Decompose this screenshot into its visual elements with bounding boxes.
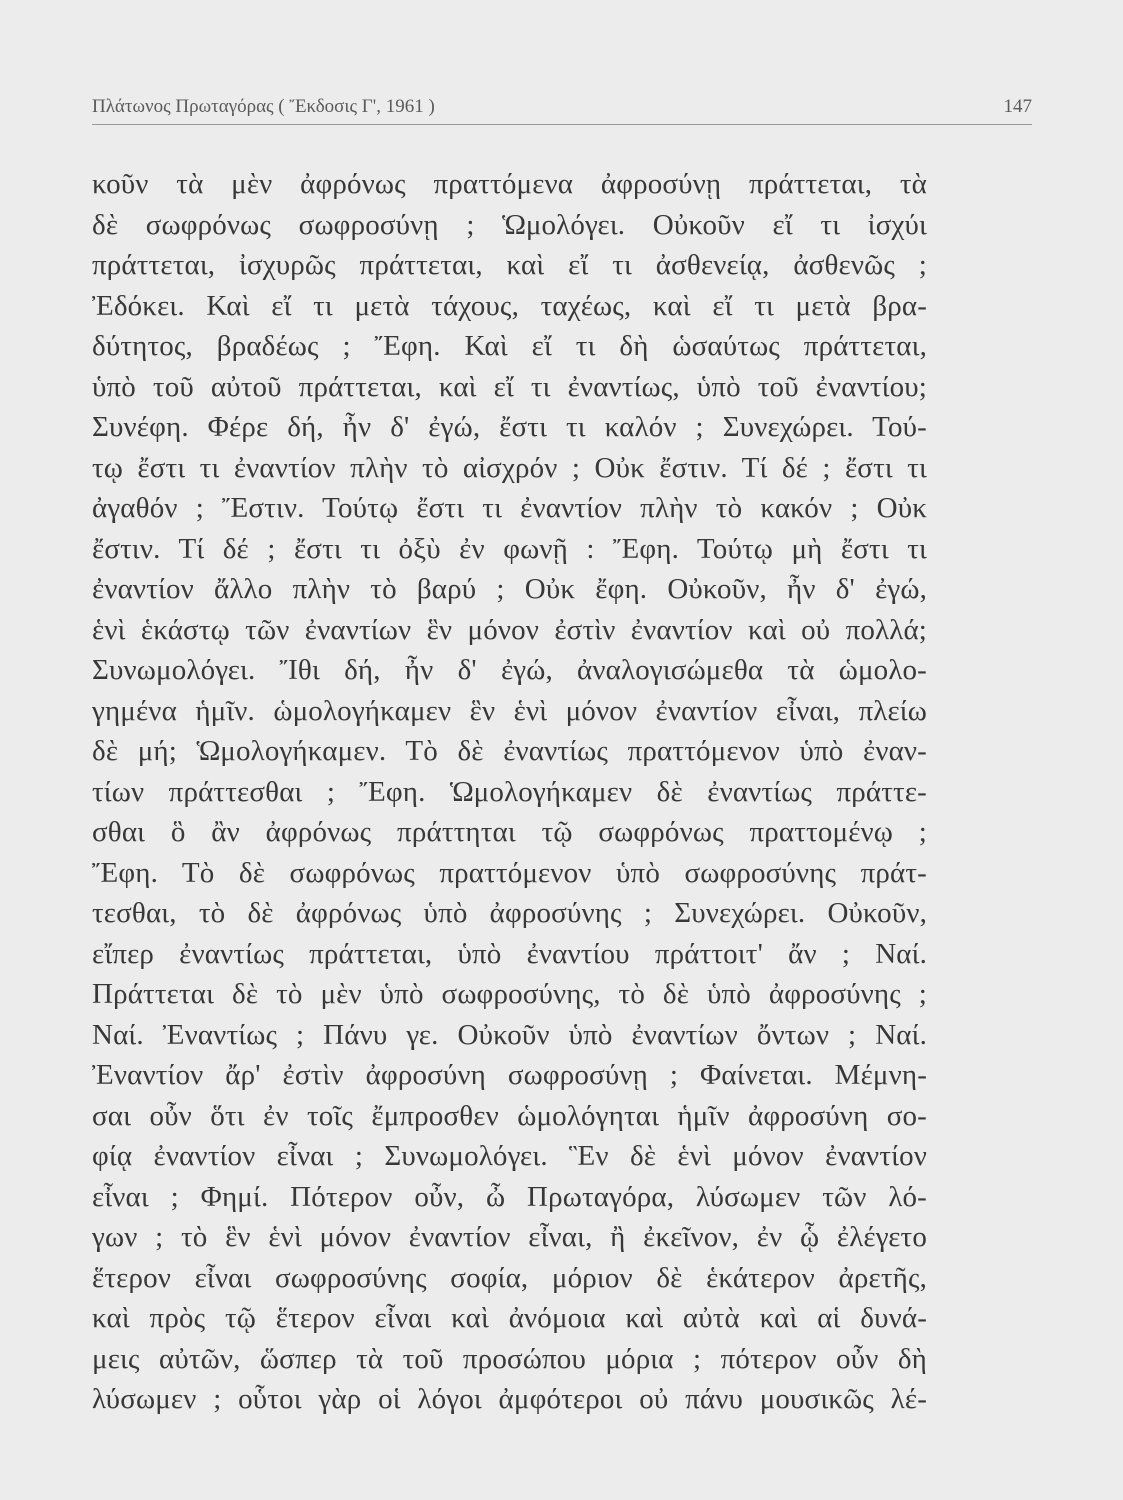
text-line: μεις αὐτῶν, ὥσπερ τὰ τοῦ προσώπου μόρια ; πότερον οὖν δὴ <box>92 1342 927 1375</box>
text-line: Ἐναντίον ἄρ' ἐστὶν ἀφροσύνη σωφροσύνῃ ; Φαίνεται. Μέμνη- <box>92 1059 927 1091</box>
text-line: ἔστιν. Τί δέ ; ἔστι τι ὀξὺ ἐν φωνῇ : Ἔφη. Τούτῳ μὴ ἔστι τι <box>92 532 927 565</box>
text-line: Ναί. Ἐναντίως ; Πάνυ γε. Οὐκοῦν ὑπὸ ἐναντίων ὄντων ; Ναί. <box>92 1018 927 1051</box>
text-line: γων ; τὸ ἓν ἑνὶ μόνον ἐναντίον εἶναι, ἢ ἐκεῖνον, ἐν ᾧ ἐλέγετο <box>92 1221 927 1253</box>
text-line: Πράττεται δὲ τὸ μὲν ὑπὸ σωφροσύνης, τὸ δὲ ὑπὸ ἀφροσύνης ; <box>92 978 927 1010</box>
header-rule <box>92 124 1032 125</box>
text-line: δὲ σωφρόνως σωφροσύνῃ ; Ὡμολόγει. Οὐκοῦν εἴ τι ἰσχύι <box>92 208 927 241</box>
text-line: τίων πράττεσθαι ; Ἔφη. Ὡμολογήκαμεν δὲ ἐναντίως πράττε- <box>92 775 927 808</box>
text-line: Συνέφη. Φέρε δή, ἦν δ' ἐγώ, ἔστι τι καλόν ; Συνεχώρει. Τού- <box>92 411 927 443</box>
text-line: καὶ πρὸς τῷ ἕτερον εἶναι καὶ ἀνόμοια καὶ αὐτὰ καὶ αἱ δυνά- <box>92 1302 927 1334</box>
text-line: σθαι ὃ ἂν ἀφρόνως πράττηται τῷ σωφρόνως πραττομένῳ ; <box>92 816 927 848</box>
text-line: Συνωμολόγει. Ἴθι δή, ἦν δ' ἐγώ, ἀναλογισώμεθα τὰ ὡμολο- <box>92 654 927 686</box>
text-line: ἑνὶ ἑκάστῳ τῶν ἐναντίων ἓν μόνον ἐστὶν ἐναντίον καὶ οὐ πολλά; <box>92 613 927 646</box>
text-line: τῳ ἔστι τι ἐναντίον πλὴν τὸ αἰσχρόν ; Οὐκ ἔστιν. Τί δέ ; ἔστι τι <box>92 451 927 484</box>
text-line: Ἔφη. Τὸ δὲ σωφρόνως πραττόμενον ὑπὸ σωφροσύνης πράτ- <box>92 856 927 889</box>
text-line: δὲ μή; Ὡμολογήκαμεν. Τὸ δὲ ἐναντίως πραττόμενον ὑπὸ ἐναν- <box>92 735 927 767</box>
text-line: τεσθαι, τὸ δὲ ἀφρόνως ὑπὸ ἀφροσύνης ; Συνεχώρει. Οὐκοῦν, <box>92 897 927 929</box>
running-header <box>92 96 1032 124</box>
text-line: ἐναντίον ἄλλο πλὴν τὸ βαρύ ; Οὐκ ἔφη. Οὐκοῦν, ἦν δ' ἐγώ, <box>92 573 927 605</box>
text-line: κοῦν τὰ μὲν ἀφρόνως πραττόμενα ἀφροσύνῃ πράττεται, τὰ <box>92 168 927 200</box>
text-line: εἴπερ ἐναντίως πράττεται, ὑπὸ ἐναντίου πράττοιτ' ἄν ; Ναί. <box>92 937 927 970</box>
text-line: ἀγαθόν ; Ἔστιν. Τούτῳ ἔστι τι ἐναντίον πλὴν τὸ κακόν ; Οὐκ <box>92 492 927 524</box>
text-line: λύσωμεν ; οὗτοι γὰρ οἱ λόγοι ἀμφότεροι οὐ πάνυ μουσικῶς λέ- <box>92 1383 927 1415</box>
text-line: εἶναι ; Φημί. Πότερον οὖν, ὦ Πρωταγόρα, λύσωμεν τῶν λό- <box>92 1180 927 1213</box>
text-line: φίᾳ ἐναντίον εἶναι ; Συνωμολόγει. Ἓν δὲ ἑνὶ μόνον ἐναντίον <box>92 1140 927 1172</box>
text-line: σαι οὖν ὅτι ἐν τοῖς ἔμπροσθεν ὡμολόγηται ἡμῖν ἀφροσύνη σο- <box>92 1099 927 1132</box>
text-line: δύτητος, βραδέως ; Ἔφη. Καὶ εἴ τι δὴ ὡσαύτως πράττεται, <box>92 330 927 362</box>
text-line: ἕτερον εἶναι σωφροσύνης σοφία, μόριον δὲ ἑκάτερον ἀρετῆς, <box>92 1261 927 1294</box>
text-line: γημένα ἡμῖν. ὡμολογήκαμεν ἓν ἑνὶ μόνον ἐναντίον εἶναι, πλείω <box>92 694 927 727</box>
body-text <box>92 164 927 1420</box>
page-number: 147 <box>1003 96 1032 117</box>
text-line: Ἐδόκει. Καὶ εἴ τι μετὰ τάχους, ταχέως, καὶ εἴ τι μετὰ βρα- <box>92 289 927 322</box>
running-header-title: Πλάτωνος Πρωταγόρας ( Ἔκδοσις Γ', 1961 ) <box>92 96 435 117</box>
text-line: ὑπὸ τοῦ αὐτοῦ πράττεται, καὶ εἴ τι ἐναντίως, ὑπὸ τοῦ ἐναντίου; <box>92 370 927 403</box>
text-line: πράττεται, ἰσχυρῶς πράττεται, καὶ εἴ τι ἀσθενείᾳ, ἀσθενῶς ; <box>92 249 927 281</box>
